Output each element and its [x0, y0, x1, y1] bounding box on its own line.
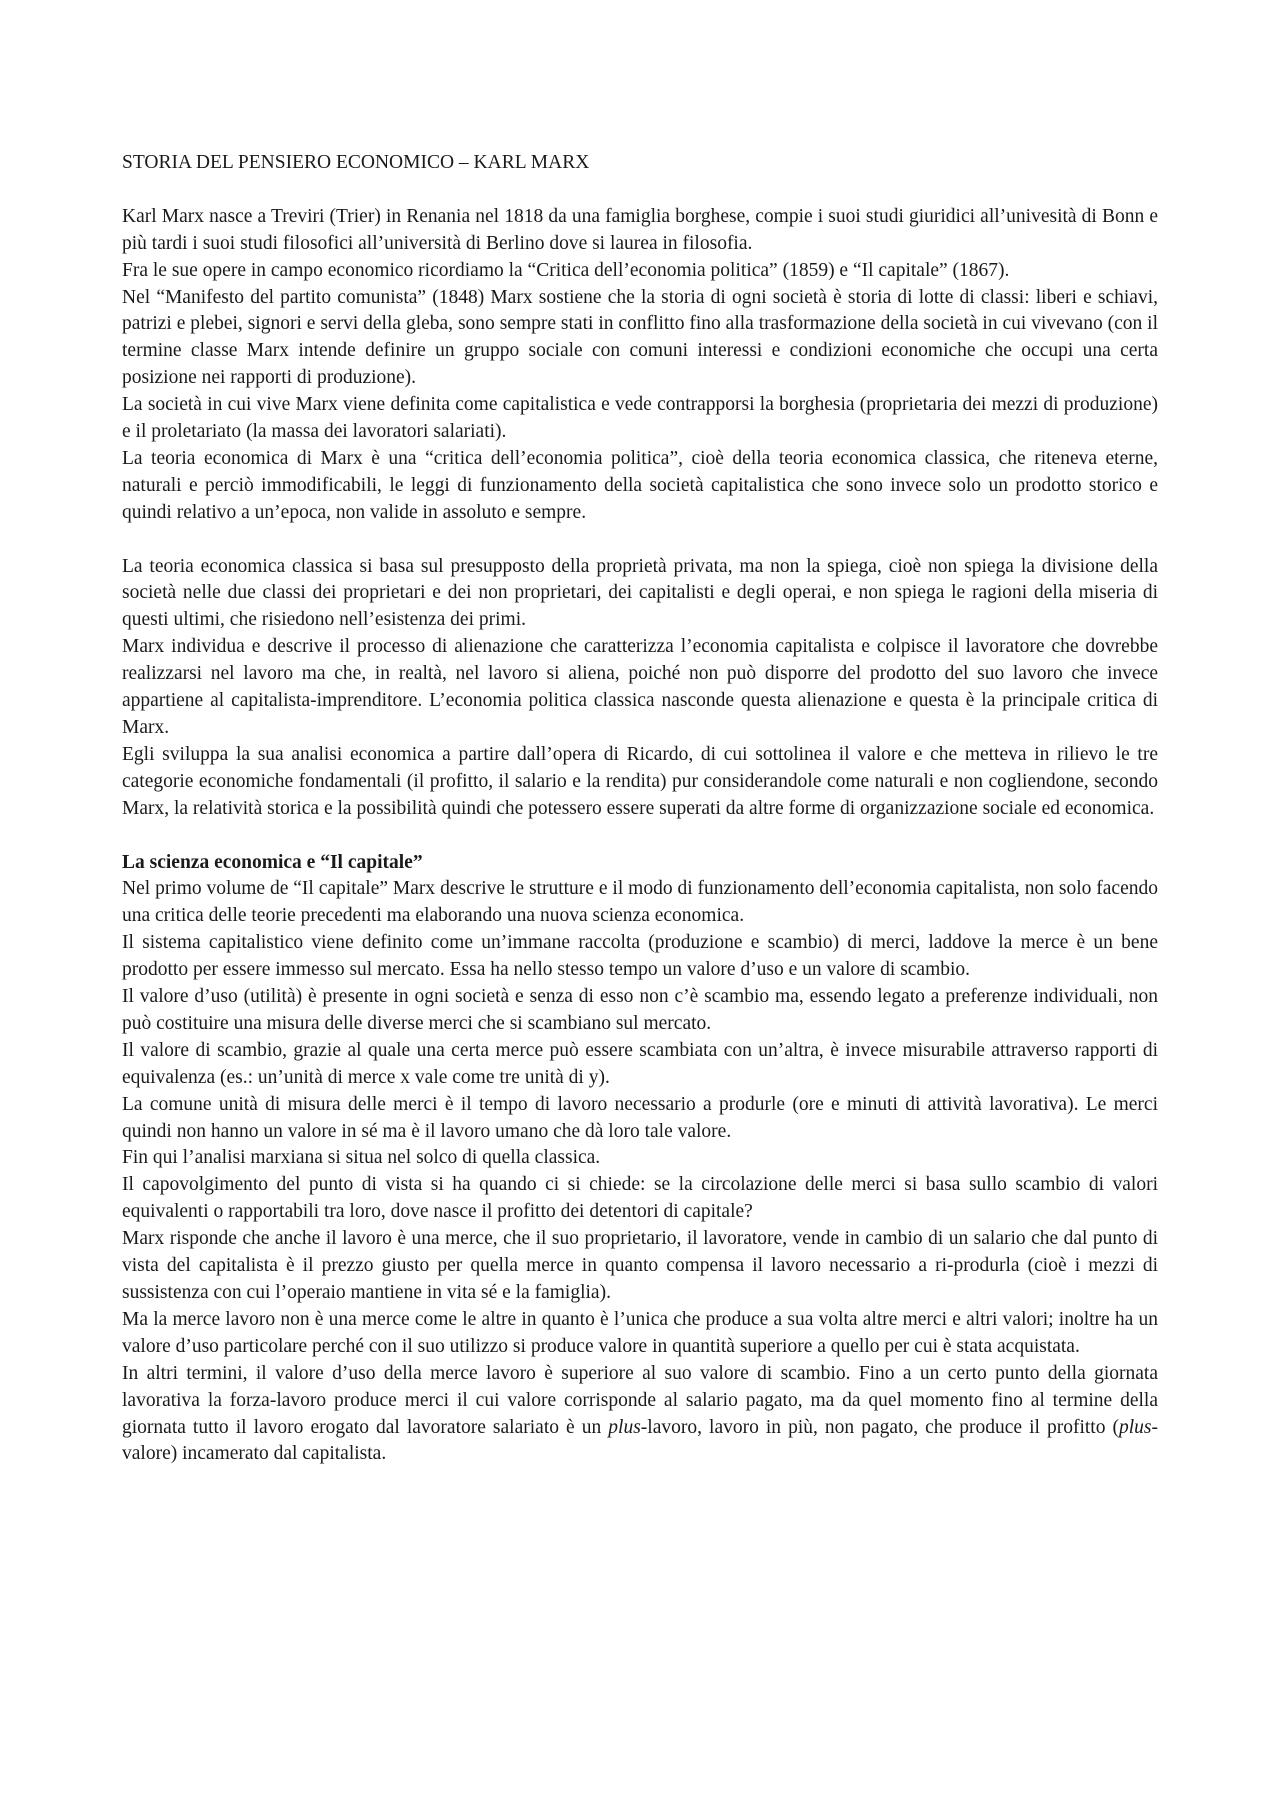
final-paragraph: [122, 1361, 1158, 1469]
section-heading: La scienza economica e “Il capitale”: [122, 851, 423, 873]
document-page: [122, 150, 1158, 1468]
paragraph-gap: [122, 527, 1158, 554]
final-plus-1: plus: [608, 1416, 641, 1438]
section-paragraph-1: Nel primo volume de “Il capitale” Marx descrive le strutture e il modo di funzionamento dell’economia capitalista, non solo facendo una critica delle teorie precedenti ma elaborando una nuova scienza economica.: [122, 878, 1158, 927]
section-paragraph-7: Il capovolgimento del punto di vista si ha quando ci si chiede: se la circolazione delle merci si basa sullo scambio di valori equivalenti o rapportabili tra loro, dove nasce il profitto dei detentori di capitale?: [122, 1174, 1158, 1223]
section-paragraph-5: La comune unità di misura delle merci è il tempo di lavoro necessario a produrle (ore e minuti di attività lavorativa). Le merci quindi non hanno un valore in sé ma è il lavoro umano che dà loro tale valore.: [122, 1093, 1158, 1142]
final-text-2: -lavoro, lavoro in più, non pagato, che produce il profitto (: [640, 1416, 1119, 1438]
section-paragraph-8: Marx risponde che anche il lavoro è una merce, che il suo proprietario, il lavoratore, vende in cambio di un salario che dal punto di vista del capitalista è il prezzo giusto per quella merce in quanto compensa il lavoro necessario a ri-produrla (cioè i mezzi di sussistenza con cui l’operaio mantiene in vita sé e la famiglia).: [122, 1228, 1158, 1304]
final-text-3: -valore) incamerato dal capitalista.: [122, 1416, 1158, 1465]
critique-paragraph-1: La teoria economica classica si basa sul presupposto della proprietà privata, ma non la spiega, cioè non spiega la divisione della società nelle due classi dei proprietari e dei non proprietari, dei capitalisti e degli operai, e non spiega le ragioni della miseria di questi ultimi, che risiedono nell’esistenza dei primi.: [122, 555, 1158, 631]
section-paragraph-2: Il sistema capitalistico viene definito come un’immane raccolta (produzione e scambio) di merci, laddove la merce è un bene prodotto per essere immesso sul mercato. Essa ha nello stesso tempo un valore d’uso e un valore di scambio.: [122, 932, 1158, 981]
final-plus-2: plus: [1118, 1416, 1152, 1438]
intro-paragraph-3: Nel “Manifesto del partito comunista” (1848) Marx sostiene che la storia di ogni società è storia di lotte di classi: liberi e schiavi, patrizi e plebei, signori e servi della gleba, sono sempre stati in conflitto fino alla trasformazione della società in cui vivevano (con il termine classe Marx intende definire un gruppo sociale con comuni interessi e condizioni economiche che occupi una certa posizione nei rapporti di produzione).: [122, 286, 1158, 389]
section-paragraph-3: Il valore d’uso (utilità) è presente in ogni società e senza di esso non c’è scambio ma, essendo legato a preferenze individuali, non può costituire una misura delle diverse merci che si scambiano sul mercato.: [122, 986, 1158, 1034]
intro-paragraph-5: La teoria economica di Marx è una “critica dell’economia politica”, cioè della teoria economica classica, che riteneva eterne, naturali e perciò immodificabili, le leggi di funzionamento della società capitalistica che sono invece solo un prodotto storico e quindi relativo a un’epoca, non valide in assoluto e sempre.: [122, 447, 1158, 523]
intro-paragraph-4: La società in cui vive Marx viene definita come capitalistica e vede contrapporsi la borghesia (proprietaria dei mezzi di produzione) e il proletariato (la massa dei lavoratori salariati).: [122, 394, 1158, 443]
final-text-1: In altri termini, il valore d’uso della merce lavoro è superiore al suo valore di scambio. Fino a un certo punto della giornata lavorativa la forza-lavoro produce merci il cui valore corrisponde al salario pagato, ma da quel momento fino al termine della giornata tutto il lavoro erogato dal lavoratore salariato è un: [122, 1362, 1158, 1438]
section-paragraph-9: Ma la merce lavoro non è una merce come le altre in quanto è l’unica che produce a sua volta altre merci e altri valori; inoltre ha un valore d’uso particolare perché con il suo utilizzo si produce valore in quantità superiore a quello per cui è stata acquistata.: [122, 1308, 1158, 1357]
critique-paragraph-2: Marx individua e descrive il processo di alienazione che caratterizza l’economia capitalista e colpisce il lavoratore che dovrebbe realizzarsi nel lavoro ma che, in realtà, nel lavoro si aliena, poiché non può disporre del prodotto del suo lavoro che invece appartiene al capitalista-imprenditore. L’economia politica classica nasconde questa alienazione e questa è la principale critica di Marx.: [122, 636, 1158, 738]
intro-paragraph-1: Karl Marx nasce a Treviri (Trier) in Renania nel 1818 da una famiglia borghese, compie i suoi studi giuridici all’univesità di Bonn e più tardi i suoi studi filosofici all’università di Berlino dove si laurea in filosofia.: [122, 205, 1158, 254]
critique-paragraph-3: Egli sviluppa la sua analisi economica a partire dall’opera di Ricardo, di cui sottolinea il valore e che metteva in rilievo le tre categorie economiche fondamentali (il profitto, il salario e la rendita) pur considerandole come naturali e non cogliendone, secondo Marx, la relatività storica e la possibilità quindi che potessero essere superati da altre forme di organizzazione sociale ed economica.: [122, 743, 1158, 819]
section-paragraph-6: Fin qui l’analisi marxiana si situa nel solco di quella classica.: [122, 1147, 601, 1169]
paragraph-gap: [122, 823, 1158, 850]
intro-paragraph-2: Fra le sue opere in campo economico ricordiamo la “Critica dell’economia politica” (1859) e “Il capitale” (1867).: [122, 259, 1010, 281]
section-paragraph-4: Il valore di scambio, grazie al quale una certa merce può essere scambiata con un’altra, è invece misurabile attraverso rapporti di equivalenza (es.: un’unità di merce x vale come tre unità di y).: [122, 1039, 1158, 1088]
document-title: STORIA DEL PENSIERO ECONOMICO – KARL MARX: [122, 152, 590, 173]
